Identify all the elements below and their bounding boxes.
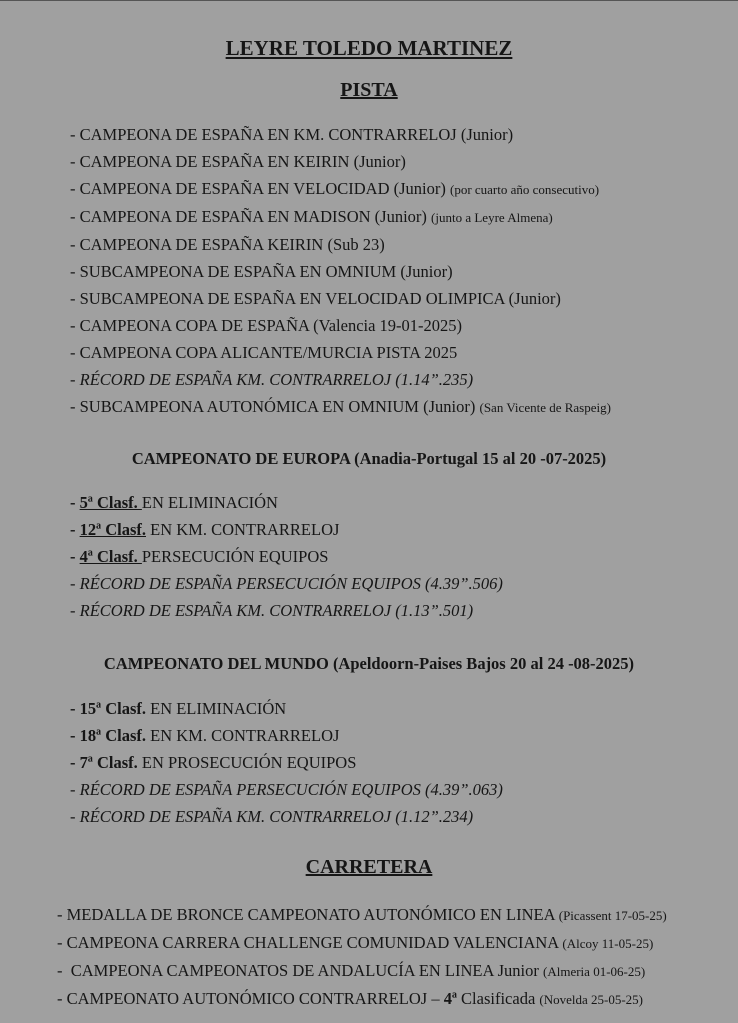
list-item: [70, 339, 611, 366]
item-text: - SUBCAMPEONA DE ESPAÑA EN OMNIUM (Junior): [70, 262, 453, 281]
item-text: - SUBCAMPEONA DE ESPAÑA EN VELOCIDAD OLIMPICA (Junior): [70, 289, 561, 308]
list-item: [70, 258, 611, 285]
carretera-list: [57, 901, 667, 1013]
item-text: - RÉCORD DE ESPAÑA PERSECUCIÓN EQUIPOS (4.39”.506): [70, 574, 503, 593]
item-text: 12ª Clasf.: [79, 520, 146, 539]
list-item: [70, 489, 503, 516]
list-item: [70, 695, 503, 722]
item-text: - CAMPEONA DE ESPAÑA EN KM. CONTRARRELOJ (Junior): [70, 125, 514, 144]
list-item: [70, 597, 503, 624]
mundo-list: [70, 695, 503, 830]
list-item: [70, 312, 611, 339]
item-text: -: [70, 547, 80, 566]
list-item: [70, 231, 611, 258]
item-text: - RÉCORD DE ESPAÑA PERSECUCIÓN EQUIPOS (4.39”.063): [70, 780, 503, 799]
item-text: - 18ª Clasf.: [70, 726, 146, 745]
list-item: [70, 148, 611, 175]
item-text: (San Vicente de Raspeig): [479, 400, 611, 415]
list-item: [70, 776, 503, 803]
item-text: - CAMPEONA CAMPEONATOS DE ANDALUCÍA EN LINEA Junior: [57, 961, 544, 980]
item-text: - 15ª Clasf.: [70, 699, 146, 718]
list-item: [70, 570, 503, 597]
item-text: - CAMPEONA CARRERA CHALLENGE COMUNIDAD VALENCIANA: [57, 933, 563, 952]
europa-list: [70, 489, 503, 624]
item-text: 4ª: [443, 989, 457, 1008]
item-text: Clasificada: [456, 989, 540, 1008]
item-text: EN ELIMINACIÓN: [141, 493, 278, 512]
list-item: [57, 929, 667, 957]
item-text: -: [70, 520, 80, 539]
item-text: - RÉCORD DE ESPAÑA KM. CONTRARRELOJ (1.14”.235): [70, 370, 474, 389]
document-title: LEYRE TOLEDO MARTINEZ: [225, 36, 513, 60]
item-text: (Almeria 01-06-25): [543, 964, 646, 979]
item-text: - CAMPEONA DE ESPAÑA KEIRIN (Sub 23): [70, 235, 385, 254]
item-text: - CAMPEONA DE ESPAÑA EN VELOCIDAD (Junior): [70, 179, 450, 198]
section-heading-carretera: CARRETERA: [305, 856, 433, 878]
item-text: (Picassent 17-05-25): [558, 908, 667, 923]
pista-list: [70, 121, 611, 421]
item-text: PERSECUCIÓN EQUIPOS: [141, 547, 329, 566]
list-item: [57, 957, 667, 985]
list-item: [70, 722, 503, 749]
list-item: [70, 543, 503, 570]
item-text: - RÉCORD DE ESPAÑA KM. CONTRARRELOJ (1.12”.234): [70, 807, 474, 826]
item-text: 4ª Clasf.: [79, 547, 142, 566]
list-item: [70, 121, 611, 148]
item-text: - 7ª Clasf.: [70, 753, 138, 772]
item-text: - CAMPEONATO AUTONÓMICO CONTRARRELOJ –: [57, 989, 444, 1008]
section-heading-europa: CAMPEONATO DE EUROPA (Anadia-Portugal 15 al 20 -07-2025): [131, 449, 607, 468]
list-item: [70, 516, 503, 543]
item-text: (por cuarto año consecutivo): [449, 182, 600, 197]
list-item: [57, 901, 667, 929]
item-text: EN PROSECUCIÓN EQUIPOS: [137, 753, 357, 772]
item-text: -: [70, 493, 80, 512]
item-text: - SUBCAMPEONA AUTONÓMICA EN OMNIUM (Junior): [70, 397, 480, 416]
list-item: [70, 393, 611, 421]
item-text: - CAMPEONA DE ESPAÑA EN MADISON (Junior): [70, 207, 432, 226]
list-item: [70, 749, 503, 776]
section-heading-pista: PISTA: [340, 79, 398, 101]
item-text: 5ª Clasf.: [79, 493, 142, 512]
item-text: - RÉCORD DE ESPAÑA KM. CONTRARRELOJ (1.13”.501): [70, 601, 474, 620]
item-text: EN KM. CONTRARRELOJ: [145, 726, 340, 745]
item-text: EN ELIMINACIÓN: [145, 699, 287, 718]
item-text: (Alcoy 11-05-25): [562, 936, 654, 951]
item-text: (junto a Leyre Almena): [431, 210, 553, 225]
list-item: [57, 985, 667, 1013]
list-item: [70, 803, 503, 830]
item-text: - CAMPEONA COPA DE ESPAÑA (Valencia 19-01-2025): [70, 316, 463, 335]
item-text: - CAMPEONA COPA ALICANTE/MURCIA PISTA 2025: [70, 343, 458, 362]
item-text: - MEDALLA DE BRONCE CAMPEONATO AUTONÓMICO EN LINEA: [57, 905, 559, 924]
section-heading-mundo: CAMPEONATO DEL MUNDO (Apeldoorn-Paises Bajos 20 al 24 -08-2025): [103, 654, 635, 673]
list-item: [70, 203, 611, 231]
list-item: [70, 175, 611, 203]
item-text: - CAMPEONA DE ESPAÑA EN KEIRIN (Junior): [70, 152, 406, 171]
item-text: EN KM. CONTRARRELOJ: [146, 520, 340, 539]
item-text: (Novelda 25-05-25): [539, 992, 643, 1007]
list-item: [70, 285, 611, 312]
list-item: [70, 366, 611, 393]
